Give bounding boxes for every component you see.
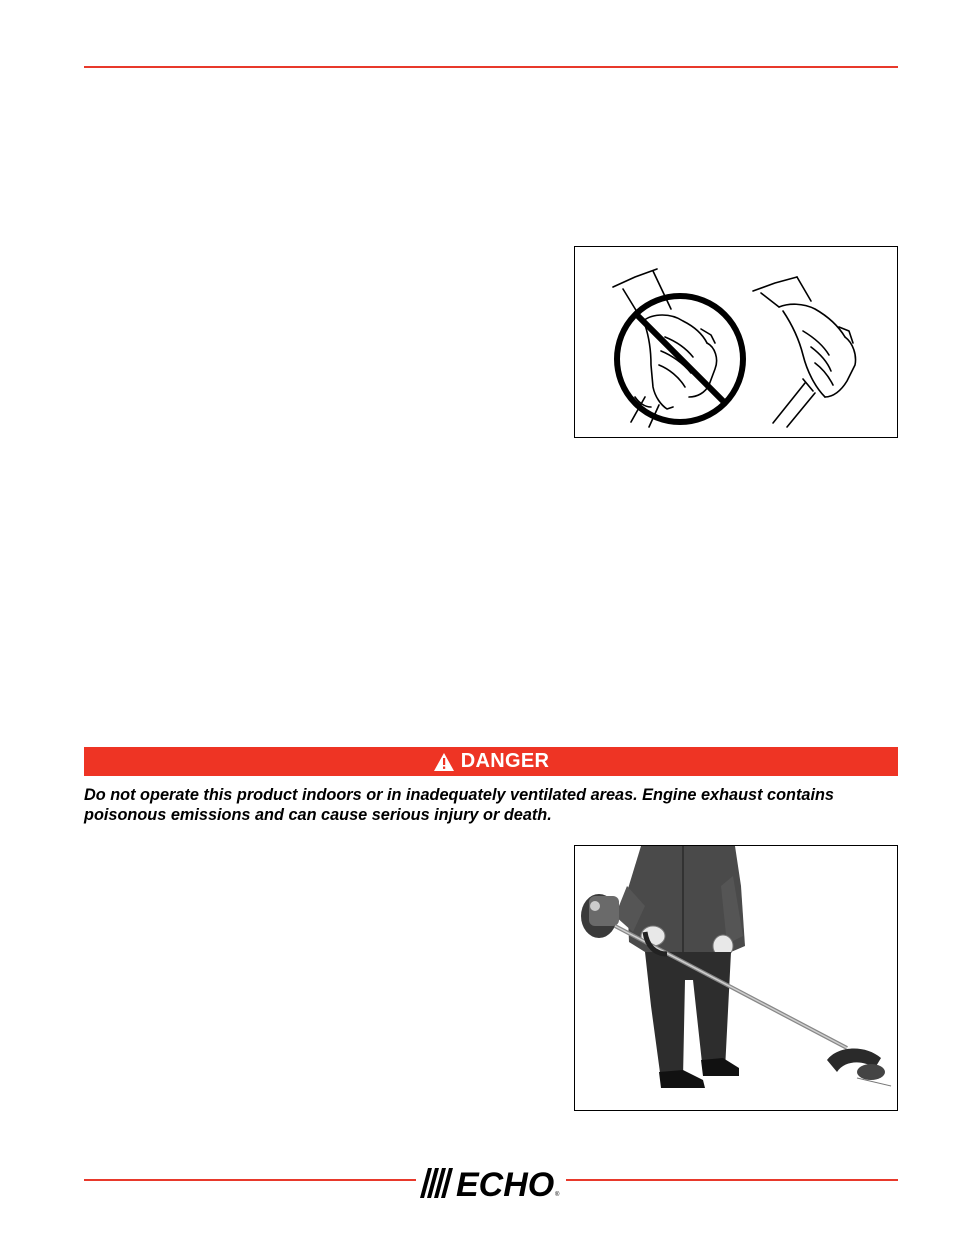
logo-wordmark: ECHO [456, 1166, 555, 1200]
registered-mark: ® [555, 1192, 560, 1198]
footer-rule-left [84, 1179, 416, 1181]
echo-logo [418, 1166, 566, 1200]
grip-illustration-figure [574, 246, 898, 438]
warning-triangle-icon [433, 752, 455, 772]
danger-label: DANGER [460, 750, 550, 772]
grip-illustration [575, 247, 897, 437]
incorrect-grip-hand [613, 269, 717, 427]
prohibited-circle-icon [617, 296, 743, 422]
header-rule [84, 66, 898, 68]
correct-grip-hand [753, 277, 856, 427]
operator-photo-figure [574, 845, 898, 1111]
operator-with-trimmer-photo [575, 846, 897, 1110]
danger-banner [84, 747, 898, 776]
footer-rule-right [566, 1179, 898, 1181]
danger-message: Do not operate this product indoors or in inadequately ventilated areas. Engine exhaust contains poisonous emissions and can cause serious injury or death. [84, 786, 834, 824]
